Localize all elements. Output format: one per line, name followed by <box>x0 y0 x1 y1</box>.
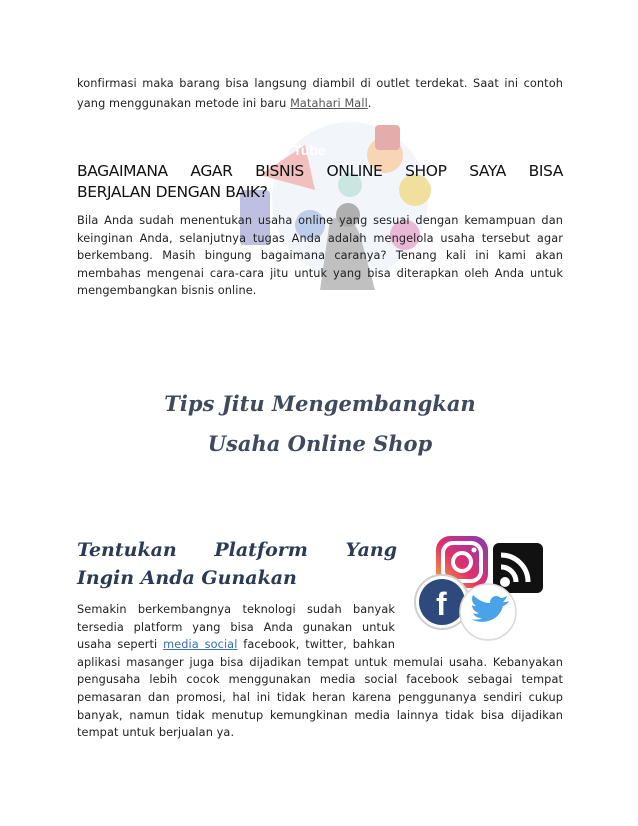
platform-text: Semakin berkembangnya teknologi sudah banyak tersedia platform yang bisa Anda gunakan untuk usaha seperti <box>77 603 395 652</box>
section-heading <box>77 161 563 203</box>
subheading-line2: Ingin Anda Gunakan <box>77 567 297 589</box>
youtube-mark-text: You Tube <box>264 142 326 158</box>
media-social-link[interactable]: media social <box>163 638 238 652</box>
main-title <box>77 384 563 464</box>
intro-paragraph <box>77 74 563 113</box>
intro-text: konfirmasi maka barang bisa langsung diambil di outlet terdekat. Saat ini contoh yang menggunakan metode ini baru <box>77 77 563 110</box>
subheading-word2: Platform <box>214 539 308 561</box>
matahari-mall-link[interactable]: Matahari Mall <box>290 96 368 110</box>
section-heading-line1: BAGAIMANA AGAR BISNIS ONLINE SHOP SAYA BISA <box>77 162 563 180</box>
subheading-word1: Tentukan <box>77 539 177 561</box>
svg-text:f: f <box>436 586 447 622</box>
rss-icon <box>493 543 543 593</box>
platform-text-end: facebook, twitter, bahkan aplikasi masanger juga bisa dijadikan tempat untuk memulai usaha. Kebanyakan pengusaha lebih cocok menggunakan media social facebook sebagai tempat pemasaran dan promosi, hal ini tidak heran karena penggunanya sendiri cukup banyak, namun tidak menutup kemungkinan media lainnya tidak bisa dijadikan tempat untuk berjualan ya. <box>77 638 563 740</box>
main-title-line2: Usaha Online Shop <box>207 431 433 456</box>
platform-body <box>77 601 563 742</box>
section-heading-line2: BERJALAN DENGAN BAIK? <box>77 183 268 201</box>
main-title-line1: Tips Jitu Mengembangkan <box>164 391 476 416</box>
subheading <box>77 536 397 592</box>
intro-body-paragraph: Bila Anda sudah menentukan usaha online yang sesuai dengan kemampuan dan keinginan Anda, selanjutnya tugas Anda adalah mengelola usaha tersebut agar berkembang. Masih bingung bagaimana caranya? Tenang kali ini kami akan membahas mengenai cara-cara jitu untuk yang bisa diterapkan oleh Anda untuk mengembangkan bisnis online. <box>77 214 563 297</box>
subheading-word3: Yang <box>345 539 397 561</box>
intro-text-end: . <box>367 96 372 110</box>
